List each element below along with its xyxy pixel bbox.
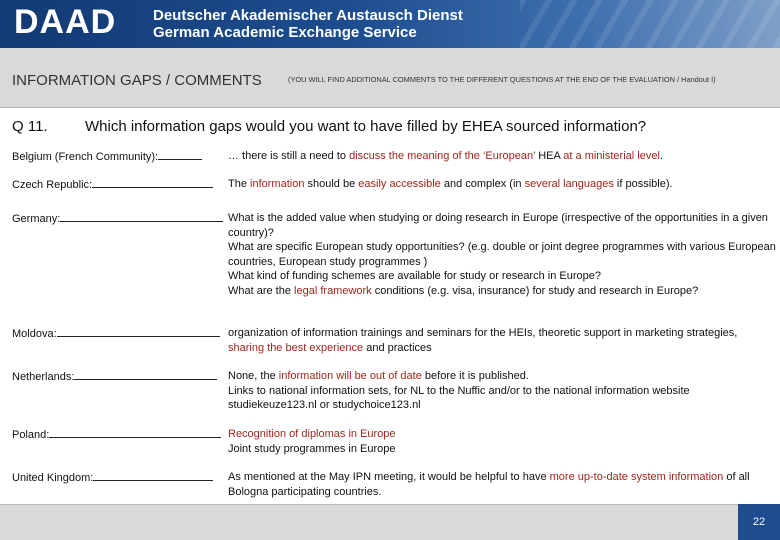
answer-text: organization of information trainings and seminars for the HEIs, theoretic support in marketing strategies, sharing the best experience and practices	[228, 327, 738, 354]
page-number: 22	[738, 504, 780, 540]
answer-text: The information should be easily accessible and complex (in several languages if possible).	[228, 178, 673, 190]
question-number: Q 11.	[12, 118, 48, 135]
section-title-bar	[0, 48, 780, 108]
highlight: Recognition of diplomas in Europe	[228, 428, 396, 440]
country-label: Moldova:	[12, 326, 220, 342]
answer-text: As mentioned at the May IPN meeting, it would be helpful to have more up-to-date system information of all Bologna participating countries.	[228, 471, 750, 498]
blank-line	[92, 177, 213, 188]
blank-line	[49, 427, 221, 438]
highlight: sharing the best experience	[228, 341, 364, 354]
answer-text: … there is still a need to discuss the meaning of the ‘European’ HEA at a ministerial level.	[228, 150, 663, 162]
blank-line	[93, 470, 213, 481]
blank-line	[158, 149, 202, 160]
country-label: Netherlands:	[12, 369, 217, 385]
country-label: Germany:	[12, 211, 223, 227]
section-title: INFORMATION GAPS / COMMENTS	[12, 72, 262, 89]
org-name-german: Deutscher Akademischer Austausch Dienst	[153, 7, 463, 24]
highlight: discuss the meaning of the ‘European’	[349, 150, 536, 162]
highlight: information will be out of date	[278, 370, 422, 382]
daad-logo: DAAD	[14, 3, 117, 41]
highlight: information	[250, 178, 305, 190]
country-label: United Kingdom:	[12, 470, 213, 486]
highlight: legal framework	[294, 284, 372, 297]
header-banner	[0, 0, 780, 48]
footer-bar	[0, 504, 780, 540]
blank-line	[60, 211, 223, 222]
answer-text: What is the added value when studying or doing research in Europe (irrespective of the opportunities in a given country)? What are specific European study opportunities? (e.g. double or joint degree programmes with various European countries, European study programmes ) What kind of funding schemes are available for study or research in Europe? What are the legal framework conditions (e.g. visa, insurance) for study and research in Europe?	[228, 212, 776, 297]
highlight: more up-to-date system information	[549, 471, 724, 483]
question-text: Which information gaps would you want to have filled by EHEA sourced information?	[85, 118, 647, 135]
highlight: at a ministerial level	[563, 150, 660, 162]
org-name-english: German Academic Exchange Service	[153, 24, 417, 41]
country-label: Belgium (French Community):	[12, 149, 202, 165]
section-note: (YOU WILL FIND ADDITIONAL COMMENTS TO THE DIFFERENT QUESTIONS AT THE END OF THE EVALUATION / Handout I)	[288, 75, 716, 84]
country-label: Czech Republic:	[12, 177, 213, 193]
blank-line	[57, 326, 220, 337]
blank-line	[74, 369, 217, 380]
answer-text: Recognition of diplomas in Europe Joint study programmes in Europe	[228, 427, 776, 456]
answer-text: None, the information will be out of date before it is published. Links to national information sets, for NL to the Nuffic and/or to the national information website studiekeuze123.nl or studychoice123.nl	[228, 370, 690, 411]
highlight: several languages	[524, 178, 614, 190]
highlight: easily accessible	[358, 178, 441, 190]
country-label: Poland:	[12, 427, 221, 443]
